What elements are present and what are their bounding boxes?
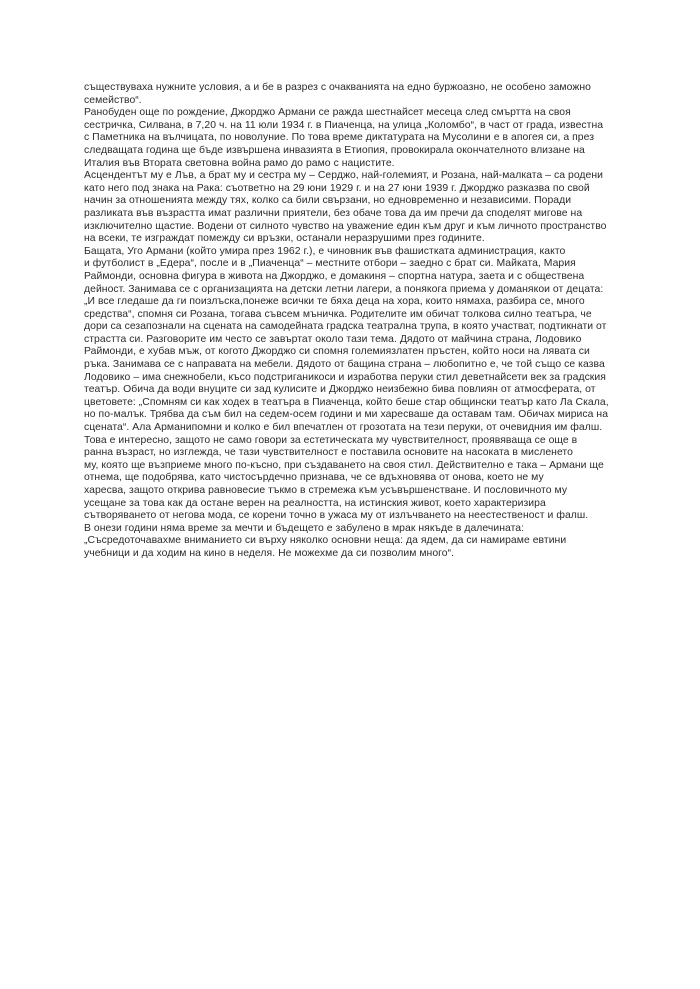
text-line: страстта си. Разговорите им често се завъртат около тази тема. Дядото от майчина страна, Лодовико: [84, 333, 582, 345]
text-line: Лодовико – има снежнобели, късо подстриганикоси и изработва перуки стил деветнайсети век за градския: [84, 371, 606, 383]
text-line: сцената“. Ала Арманипомни и колко е бил впечатлен от грозотата на тези перуки, от очевидния им фалш.: [84, 422, 603, 434]
text-line: Асцендентът му е Лъв, а брат му и сестра му – Серджо, най-големият, и Розана, най-малката – са родени: [84, 170, 604, 182]
text-line: разликата във възрастта имат различни приятели, без обаче това да им пречи да споделят мигове на: [84, 207, 583, 219]
text-line: Това е интересно, защото не само говори за естетическата му чувствителност, проявяваща се още в: [84, 434, 578, 446]
text-line: Раймонди, е хубав мъж, от когото Джорджо си спомня големиязлатен пръстен, който носи на лявата си: [84, 346, 590, 358]
text-line: учебници и да ходим на кино в неделя. Не можехме да си позволим много“.: [84, 547, 455, 559]
text-line: цветовете: „Спомням си как ходех в театъра в Пиаченца, който беше стар общински театър като Ла Скала,: [84, 396, 609, 408]
text-line: следващата година ще бъде извършена инвазията в Етиопия, провокирала окончателното влизане на: [84, 144, 585, 156]
text-line: средства“, спомня си Розана, тогава съвсем мъничка. Родителите им обичат толкова силно театъра, че: [84, 308, 592, 320]
text-line: семейство“.: [84, 94, 142, 106]
text-line: сътворяването от негова мода, се корени точно в ужаса му от излъчването на неестественост и фалш.: [84, 510, 589, 522]
text-line: като него под знака на Рака: съответно на 29 юни 1929 г. и на 27 юни 1939 г. Джорджо разказва по свой: [84, 182, 590, 194]
text-line: дейност. Занимава се с организацията на детски летни лагери, а понякога приема у доманякои от децата:: [84, 283, 604, 295]
text-line: ранна възраст, но изглежда, че тази чувствителност е поставила основите на насоката в мисленето: [84, 447, 573, 459]
body-text: [84, 82, 619, 561]
text-line: изключително щастие. Водени от силното чувство на уважение един към друг и към личното пространство: [84, 220, 607, 232]
text-line: театър. Обича да води внуците си зад кулисите и Джорджо неизбежно бива повлиян от атмосферата, от: [84, 384, 596, 396]
text-line: дори са сезапознали на сцената на самодейната градска театрална трупа, в която участват, подтикнати от: [84, 321, 607, 333]
text-line: Италия във Втората световна война рамо до рамо с нацистите.: [84, 157, 395, 169]
text-line: „И все гледаше да ги поизлъска,понеже всички те бяха деца на хора, които нямаха, разбира се, много: [84, 296, 585, 308]
text-line: „Съсредоточавахме вниманието си върху няколко основни неща: да ядем, да си намираме евтини: [84, 535, 567, 547]
text-line: и футболист в „Едера“, после и в „Пиаченца“ – местните отбори – заедно с брат си. Майката, Мария: [84, 258, 576, 270]
text-line: Ранобуден още по рождение, Джорджо Армани се ражда шестнайсет месеца след смъртта на своя: [84, 107, 571, 119]
text-line: но по-малък. Трябва да съм бил на седем-осем години и ми харесваше да оставам там. Обичах мириса на: [84, 409, 609, 421]
text-line: начин за отношенията между тях, колко са били свързани, но едновременно и независими. Поради: [84, 195, 572, 207]
text-line: Раймонди, основна фигура в живота на Джорджо, е домакиня – спортна натура, заета и с обществена: [84, 270, 585, 282]
text-line: Бащата, Уго Армани (който умира през 1962 г.), е чиновник във фашистката администрация, както: [84, 245, 566, 257]
text-line: отнема, ще подобрява, като чистосърдечно признава, че се вдъхновява от онова, което не му: [84, 472, 544, 484]
text-line: усещане за това как да остане верен на реалността, на истинския живот, което характеризира: [84, 497, 546, 509]
text-line: с Паметника на вълчицата, по новолуние. По това време диктатурата на Мусолини е в апогея си, а през: [84, 132, 595, 144]
text-line: на всеки, те изграждат помежду си връзки, останали неразрушими през годините.: [84, 233, 485, 245]
text-line: сестричка, Силвана, в 7,20 ч. на 11 юли 1934 г. в Пиаченца, на улица „Коломбо“, в част от града, известна: [84, 119, 604, 131]
text-line: харесва, защото открива равновесие тъкмо в стремежа към усъвършенстване. И пословичното му: [84, 485, 568, 496]
text-line: съществуваха нужните условия, а и бе в разрез с очакванията на едно буржоазно, не особено заможно: [84, 82, 591, 93]
text-line: В онези години няма време за мечти и бъдещето е забулено в мрак някъде в далечината:: [84, 522, 525, 534]
text-line: ръка. Занимава се с направата на мебели. Дядото от бащина страна – любопитно е, че той също се казва: [84, 359, 605, 371]
text-line: му, която ще възприеме много по-късно, при създаването на своя стил. Действително е така – Армани ще: [84, 459, 604, 471]
